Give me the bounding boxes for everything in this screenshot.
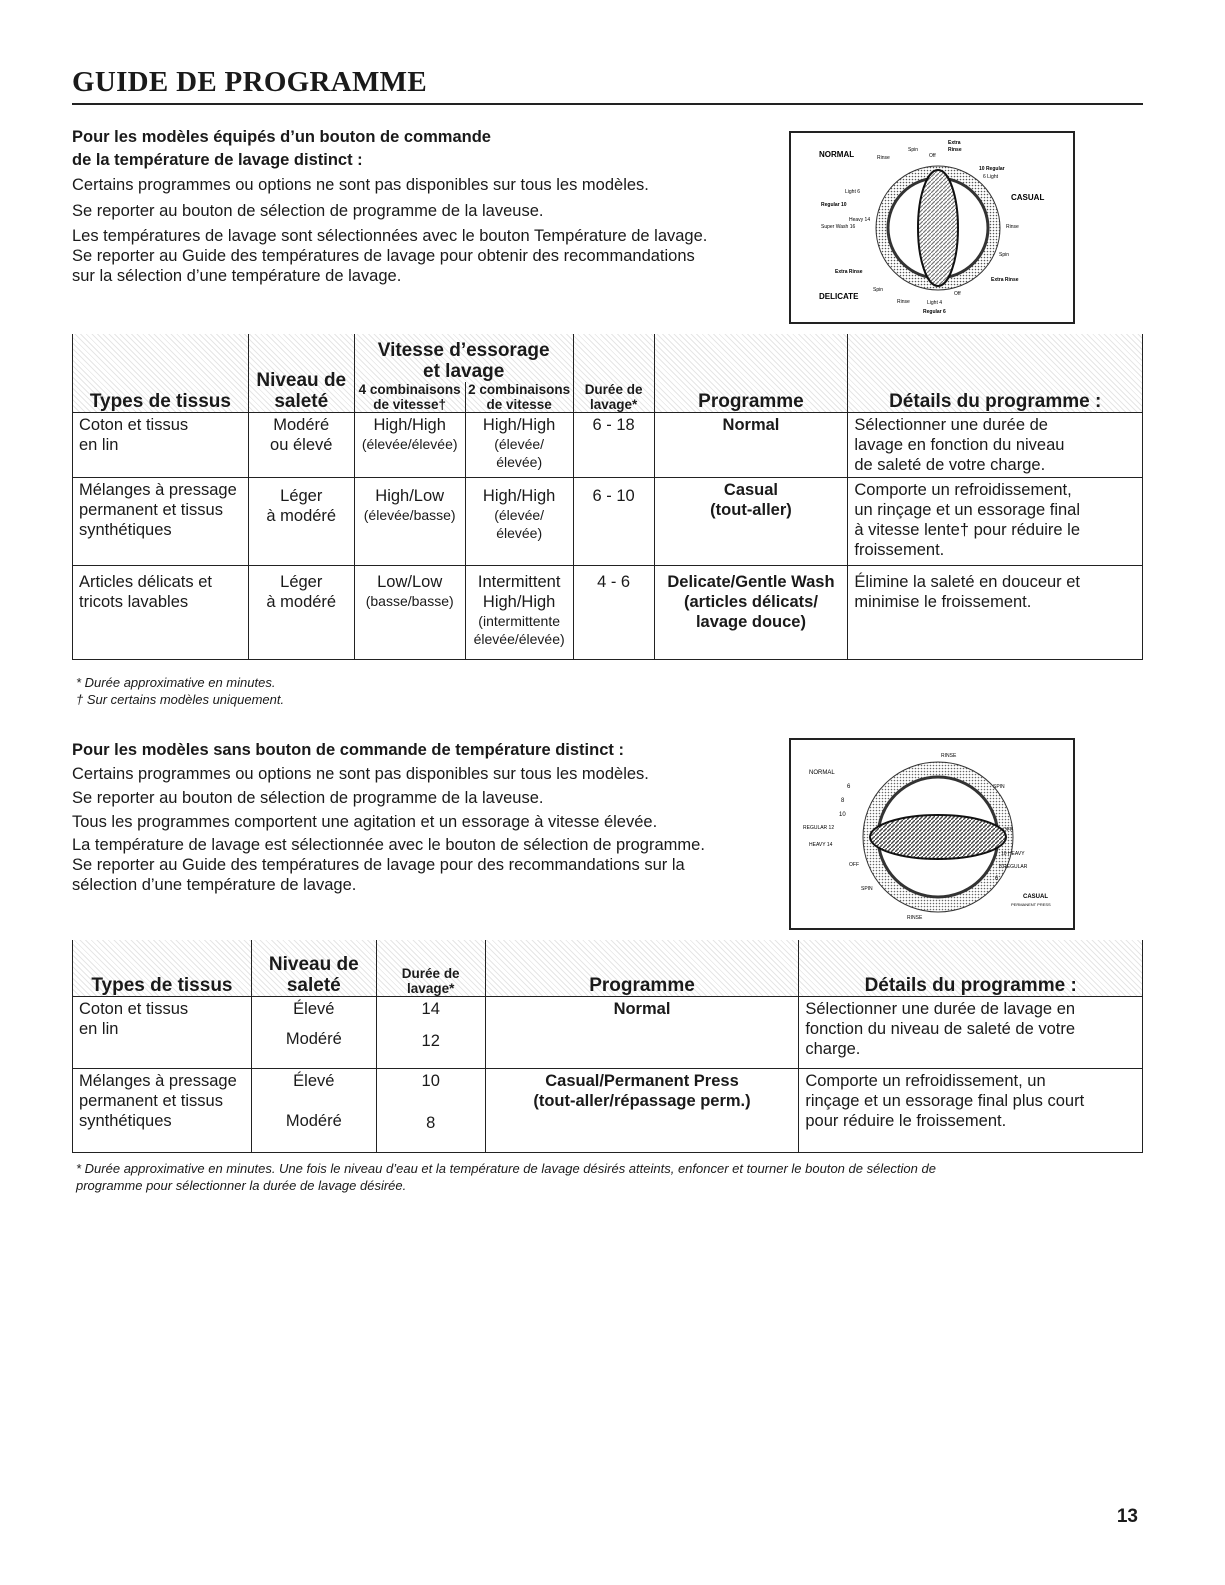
- dial-label: Regular 10: [821, 202, 847, 208]
- table-cell: High/High (élevée/élevée): [465, 477, 573, 565]
- section1-paragraph: Certains programmes ou options ne sont pas disponibles sur tous les modèles.: [72, 176, 649, 194]
- table-cell: Articles délicats et tricots lavables: [73, 565, 249, 659]
- section1-paragraph: sur la sélection d’une température de lavage.: [72, 267, 402, 285]
- dial-label: 6: [847, 784, 851, 790]
- dial-label: 6: [995, 876, 999, 882]
- table-cell: Comporte un refroidissement, un rinçage et un essorage final plus court pour réduire le froissement.: [799, 1068, 1143, 1152]
- table-row: [73, 565, 1143, 659]
- column-header: Programme: [485, 940, 799, 996]
- footnote: * Durée approximative en minutes.: [76, 675, 276, 690]
- dial-label: Off: [929, 153, 936, 159]
- page-title: GUIDE DE PROGRAMME: [72, 66, 427, 98]
- section1-intro: [72, 126, 772, 286]
- table-cell: 14 12: [376, 996, 485, 1068]
- footnote: † Sur certains modèles uniquement.: [76, 692, 285, 707]
- table-cell: Mélanges à pressage permanent et tissus synthétiques: [73, 477, 249, 565]
- section1-paragraph: Se reporter au Guide des températures de lavage pour obtenir des recommandations: [72, 247, 695, 265]
- dial-label: Extra Rinse: [835, 269, 863, 275]
- column-header: Détails du programme :: [848, 334, 1143, 412]
- table-cell: Normal: [485, 996, 799, 1068]
- dial-label: Light 6: [845, 189, 861, 195]
- section2-heading: Pour les modèles sans bouton de commande de température distinct :: [72, 741, 624, 759]
- section1-paragraph: Se reporter au bouton de sélection de programme de la laveuse.: [72, 202, 544, 220]
- title-rule: [72, 103, 1143, 105]
- dial-label: NORMAL: [819, 150, 855, 159]
- dial-label: 6 Light: [983, 174, 999, 180]
- section2-paragraph: Se reporter au bouton de sélection de programme de la laveuse.: [72, 789, 544, 807]
- table-cell: 10 8: [376, 1068, 485, 1152]
- table-cell: Léger à modéré: [248, 565, 354, 659]
- table-cell: Casual/Permanent Press (tout-aller/répassage perm.): [485, 1068, 799, 1152]
- dial-label: Light 4: [927, 300, 943, 306]
- cycle-selector-dial-image: [789, 131, 1075, 324]
- section2-paragraph: Certains programmes ou options ne sont pas disponibles sur tous les modèles.: [72, 765, 649, 783]
- dial-label: Rinse: [948, 147, 962, 153]
- table-cell: Low/Low (basse/basse): [354, 565, 465, 659]
- column-header: Programme: [654, 334, 848, 412]
- section1-paragraph: Les températures de lavage sont sélectionnées avec le bouton Température de lavage.: [72, 227, 708, 245]
- table-cell: High/High (élevée/élevée): [465, 412, 573, 477]
- table-cell: Comporte un refroidissement, un rinçage et un essorage final à vitesse lente† pour réduire le froissement.: [848, 477, 1143, 565]
- dial-label: Extra Rinse: [991, 277, 1019, 283]
- column-header: Vitesse d’essorage et lavage 4 combinaisons de vitesse† 2 combinaisons de vitesse: [354, 334, 573, 412]
- dial-label: Off: [954, 291, 961, 297]
- table-cell: Normal: [654, 412, 848, 477]
- table-cell: Sélectionner une durée de lavage en fonction du niveau de saleté de votre charge.: [848, 412, 1143, 477]
- table-cell: Casual (tout-aller): [654, 477, 848, 565]
- dial-label: RINSE: [907, 915, 923, 921]
- dial-label: OFF: [849, 862, 859, 868]
- dial-label: Spin: [873, 287, 884, 293]
- page-number: 13: [1116, 1506, 1138, 1527]
- program-table-without-temperature-knob: [72, 940, 1143, 1153]
- table-cell: Delicate/Gentle Wash (articles délicats/ lavage douce): [654, 565, 848, 659]
- table-cell: High/Low (élevée/basse): [354, 477, 465, 565]
- dial-label: CASUAL: [1023, 894, 1048, 900]
- table-cell: 4 - 6: [573, 565, 654, 659]
- dial-label: Rinse: [897, 299, 910, 305]
- column-header: Durée de lavage*: [573, 334, 654, 412]
- dial-label: Spin: [999, 252, 1010, 258]
- table-cell: Intermittent High/High (intermittente élevée/élevée): [465, 565, 573, 659]
- dial-label: DELICATE: [819, 292, 859, 301]
- dial-illustration: [791, 133, 1073, 322]
- section2-paragraph: Se reporter au Guide des températures de lavage pour des recommandations sur la: [72, 856, 685, 874]
- table-row: [73, 1068, 1143, 1152]
- column-header: Niveau de saleté: [248, 334, 354, 412]
- dial-illustration: [791, 740, 1073, 928]
- table-cell: Sélectionner une durée de lavage en fonction du niveau de saleté de votre charge.: [799, 996, 1143, 1068]
- dial-label: 10 HEAVY: [1001, 851, 1025, 857]
- section2-paragraph: La température de lavage est sélectionnée avec le bouton de sélection de programme.: [72, 836, 705, 854]
- column-header: Détails du programme :: [799, 940, 1143, 996]
- table-cell: Élimine la saleté en douceur et minimise le froissement.: [848, 565, 1143, 659]
- dial-label: 10 Regular: [979, 166, 1005, 172]
- section2-paragraph: Tous les programmes comportent une agitation et un essorage à vitesse élevée.: [72, 813, 658, 831]
- dial-label: NORMAL: [809, 770, 835, 776]
- dial-label: OFF: [1003, 827, 1013, 833]
- table-cell: High/High (élevée/élevée): [354, 412, 465, 477]
- section1-heading-line1: Pour les modèles équipés d’un bouton de commande: [72, 128, 491, 146]
- dial-label: 10: [839, 812, 846, 818]
- dial-label: CASUAL: [1011, 193, 1045, 202]
- table-cell: Mélanges à pressage permanent et tissus synthétiques: [73, 1068, 252, 1152]
- table-row: [73, 996, 1143, 1068]
- dial-label: Heavy 14: [849, 217, 871, 223]
- dial-label: 8: [841, 798, 845, 804]
- dial-label: Extra: [948, 140, 961, 146]
- program-table-with-temperature-knob: [72, 334, 1143, 660]
- dial-label: PERMANENT PRESS: [1011, 902, 1051, 907]
- table-cell: Coton et tissus en lin: [73, 996, 252, 1068]
- column-header: Types de tissus: [73, 334, 249, 412]
- table-cell: Modéré ou élevé: [248, 412, 354, 477]
- column-header: Durée de lavage*: [376, 940, 485, 996]
- dial-label: HEAVY 14: [809, 842, 833, 848]
- dial-label: SPIN: [993, 784, 1005, 790]
- column-header: Niveau de saleté: [251, 940, 376, 996]
- section2-paragraph: sélection d’une température de lavage.: [72, 876, 357, 894]
- table-cell: 6 - 10: [573, 477, 654, 565]
- table-row: [73, 412, 1143, 477]
- footnote: programme pour sélectionner la durée de lavage désirée.: [76, 1178, 407, 1193]
- dial-label: RINSE: [941, 753, 957, 759]
- table-cell: Élevé Modéré: [251, 1068, 376, 1152]
- dial-label: Rinse: [877, 155, 890, 161]
- dial-label: Super Wash 16: [821, 224, 856, 230]
- dial-label: Regular 6: [923, 309, 946, 315]
- section1-heading-line2: de la température de lavage distinct :: [72, 151, 363, 169]
- table-cell: Coton et tissus en lin: [73, 412, 249, 477]
- table-cell: Léger à modéré: [248, 477, 354, 565]
- dial-label: Rinse: [1006, 224, 1019, 230]
- table-cell: Élevé Modéré: [251, 996, 376, 1068]
- dial-label: REGULAR 12: [803, 825, 835, 831]
- dial-label: SPIN: [861, 886, 873, 892]
- dial-label: 8 REGULAR: [999, 864, 1028, 870]
- table-row: [73, 477, 1143, 565]
- section2-intro: [72, 739, 772, 895]
- dial-label: Spin: [908, 147, 919, 153]
- column-header: Types de tissus: [73, 940, 252, 996]
- cycle-selector-dial-image: [789, 738, 1075, 930]
- footnote: * Durée approximative en minutes. Une fois le niveau d’eau et la température de lavage désirés atteints, enfoncer et tourner le bouton de sélection de: [76, 1161, 936, 1176]
- table-cell: 6 - 18: [573, 412, 654, 477]
